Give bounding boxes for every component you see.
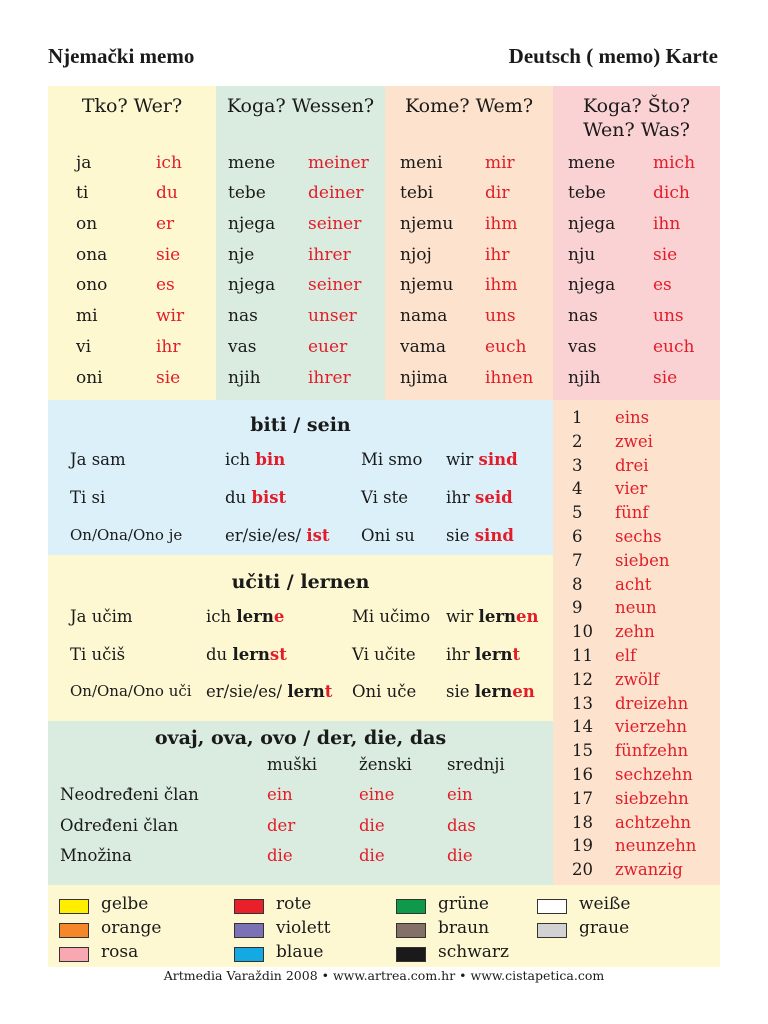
number-digit: 6: [572, 527, 583, 546]
lernen-ending: st: [269, 645, 287, 664]
color-swatch-gelbe: [59, 899, 89, 914]
case-title-line1: Tko? Wer?: [81, 95, 183, 117]
lernen-german: [206, 645, 287, 664]
pronoun-german: dich: [653, 183, 690, 203]
pronoun-croatian: on: [76, 214, 98, 234]
pronoun-croatian: mi: [76, 306, 98, 326]
pronoun-croatian: njih: [568, 368, 601, 388]
article-row-label: Neodređeni član: [60, 785, 199, 804]
articles-panel: [48, 721, 553, 885]
case-panel-4: [553, 86, 720, 400]
color-name: schwarz: [438, 942, 509, 962]
lernen-title: učiti / lernen: [231, 571, 370, 593]
case-panel-1: [48, 86, 216, 400]
case-title-line1: Koga? Što?: [582, 95, 691, 117]
pronoun-german: ihm: [485, 214, 518, 234]
color-name: graue: [579, 918, 630, 938]
pronoun-croatian: njega: [228, 275, 276, 295]
number-word: acht: [615, 574, 652, 594]
color-swatch-violett: [234, 923, 264, 938]
number-word: neun: [615, 598, 657, 618]
sein-pronoun: ich: [225, 450, 256, 469]
lernen-pronoun: du: [206, 645, 233, 664]
article-value: ein: [447, 785, 473, 804]
sein-pronoun: du: [225, 488, 252, 507]
color-name: blaue: [276, 942, 324, 962]
lernen-stem: lern: [236, 607, 274, 626]
color-name: weiße: [579, 894, 631, 914]
sein-pronoun: ihr: [446, 488, 476, 507]
color-swatch-orange: [59, 923, 89, 938]
pronoun-croatian: tebe: [568, 183, 606, 203]
number-word: eins: [615, 408, 650, 427]
sein-croatian: Ja sam: [70, 450, 126, 469]
number-word: dreizehn: [615, 693, 689, 713]
pronoun-german: du: [156, 183, 178, 203]
pronoun-croatian: njih: [228, 368, 261, 388]
sein-german: [225, 526, 330, 545]
pronoun-croatian: nas: [228, 306, 258, 326]
number-digit: 8: [572, 574, 583, 594]
lernen-croatian: Ja učim: [70, 607, 133, 626]
lernen-pronoun: wir: [446, 607, 479, 626]
pronoun-german: es: [156, 275, 175, 295]
pronoun-german: meiner: [308, 153, 369, 173]
lernen-croatian: Vi učite: [352, 645, 416, 664]
pronoun-croatian: nju: [568, 245, 596, 265]
case-title-line2: Wen? Was?: [583, 119, 690, 141]
article-value: die: [447, 846, 473, 865]
pronoun-german: ihr: [156, 337, 181, 357]
sein-pronoun: wir: [446, 450, 479, 469]
pronoun-german: euch: [485, 337, 527, 357]
sein-german: [446, 450, 518, 469]
color-name: braun: [438, 918, 490, 938]
pronoun-croatian: oni: [76, 368, 103, 388]
lernen-conjugation-panel: [48, 555, 553, 721]
number-word: elf: [615, 646, 637, 665]
pronoun-croatian: tebe: [228, 183, 266, 203]
color-name: grüne: [438, 894, 489, 914]
lernen-pronoun: sie: [446, 682, 475, 701]
pronoun-croatian: njega: [568, 275, 616, 295]
sein-verb: sind: [474, 526, 514, 545]
lernen-pronoun: er/sie/es/: [206, 682, 288, 701]
case-title-line1: Koga? Wessen?: [226, 95, 375, 117]
case-panel-3: [385, 86, 553, 400]
pronoun-croatian: vi: [76, 337, 92, 357]
pronoun-croatian: ona: [76, 245, 108, 265]
pronoun-german: seiner: [308, 275, 362, 295]
color-name: rote: [276, 894, 312, 914]
pronoun-croatian: vas: [568, 337, 597, 357]
pronoun-croatian: ti: [76, 183, 89, 203]
number-digit: 18: [572, 812, 593, 832]
pronoun-german: uns: [485, 306, 516, 326]
lernen-german: [206, 607, 284, 626]
sein-pronoun: er/sie/es/: [225, 526, 307, 545]
pronoun-croatian: mene: [568, 153, 616, 173]
lernen-stem: lern: [478, 607, 517, 626]
sein-german: [225, 488, 286, 507]
lernen-german: [206, 682, 332, 701]
lernen-german: [446, 607, 539, 626]
number-digit: 5: [572, 503, 583, 523]
article-row-label: Određeni član: [60, 816, 179, 835]
lernen-pronoun: ich: [206, 607, 237, 626]
number-word: zwanzig: [615, 860, 683, 880]
pronoun-german: es: [653, 275, 672, 295]
number-digit: 15: [572, 741, 593, 761]
pronoun-croatian: njega: [568, 214, 616, 234]
pronoun-german: unser: [308, 306, 357, 326]
pronoun-german: mir: [485, 153, 515, 173]
pronoun-german: wir: [156, 306, 185, 326]
number-digit: 14: [572, 717, 593, 737]
article-gender-header: srednji: [447, 755, 505, 774]
lernen-croatian: Oni uče: [352, 682, 417, 701]
lernen-stem: lern: [475, 645, 513, 664]
number-digit: 9: [572, 598, 583, 618]
title-left: Njemački memo: [48, 44, 195, 68]
pronoun-croatian: vama: [400, 337, 446, 357]
sein-german: [446, 488, 513, 507]
number-digit: 7: [572, 550, 583, 570]
lernen-german: [446, 645, 520, 664]
color-name: gelbe: [101, 894, 149, 914]
pronoun-croatian: mene: [228, 153, 276, 173]
pronoun-german: ihrer: [308, 245, 351, 265]
sein-verb: ist: [306, 526, 330, 545]
pronoun-german: sie: [653, 368, 678, 388]
color-swatch-braun: [396, 923, 426, 938]
sein-croatian: Oni su: [361, 526, 415, 545]
lernen-ending: t: [512, 645, 521, 664]
pronoun-german: euer: [308, 337, 348, 357]
number-digit: 3: [572, 455, 583, 475]
pronoun-german: uns: [653, 306, 684, 326]
sein-verb: bist: [251, 488, 287, 507]
number-word: neunzehn: [615, 836, 697, 856]
numbers-panel: [553, 400, 720, 885]
sein-pronoun: sie: [446, 526, 475, 545]
pronoun-german: sie: [156, 368, 181, 388]
number-word: vierzehn: [615, 717, 687, 737]
pronoun-croatian: njemu: [400, 275, 454, 295]
number-digit: 4: [572, 479, 583, 499]
pronoun-croatian: ono: [76, 275, 108, 295]
sein-verb: seid: [475, 488, 513, 507]
lernen-ending: t: [324, 682, 333, 701]
number-digit: 2: [572, 431, 583, 451]
article-value: eine: [359, 785, 395, 804]
sein-croatian: On/Ona/Ono je: [70, 526, 183, 544]
article-value: die: [359, 816, 385, 835]
sein-croatian: Vi ste: [361, 488, 409, 507]
pronoun-german: dir: [485, 183, 510, 203]
pronoun-german: er: [156, 214, 175, 234]
pronoun-german: ihn: [653, 214, 681, 234]
pronoun-croatian: ja: [76, 153, 92, 173]
pronoun-croatian: njima: [400, 368, 448, 388]
lernen-croatian: Ti učiš: [70, 645, 126, 664]
color-name: rosa: [101, 942, 139, 962]
lernen-pronoun: ihr: [446, 645, 476, 664]
color-swatch-blaue: [234, 947, 264, 962]
colors-panel: [48, 885, 720, 967]
number-digit: 13: [572, 693, 593, 713]
article-value: ein: [267, 785, 293, 804]
sein-german: [446, 526, 514, 545]
article-value: die: [267, 846, 293, 865]
color-name: orange: [101, 918, 162, 938]
pronoun-german: deiner: [308, 183, 364, 203]
number-word: fünf: [615, 503, 649, 523]
color-swatch-rote: [234, 899, 264, 914]
pronoun-german: sie: [653, 245, 678, 265]
lernen-croatian: Mi učimo: [352, 607, 431, 626]
pronoun-german: ihrer: [308, 368, 351, 388]
sein-conjugation-panel: [48, 400, 553, 555]
lernen-german: [446, 682, 535, 701]
pronoun-croatian: tebi: [400, 183, 434, 203]
pronoun-croatian: meni: [400, 153, 443, 173]
pronoun-german: ihnen: [485, 368, 534, 388]
article-gender-header: ženski: [359, 755, 412, 774]
sein-croatian: Mi smo: [361, 450, 423, 469]
color-swatch-rosa: [59, 947, 89, 962]
article-value: der: [267, 816, 296, 835]
sein-croatian: Ti si: [70, 488, 106, 507]
number-word: sechzehn: [615, 765, 693, 784]
lernen-ending: en: [516, 607, 539, 626]
pronoun-croatian: njemu: [400, 214, 454, 234]
pronoun-croatian: nas: [568, 306, 598, 326]
article-row-label: Množina: [60, 846, 132, 865]
color-swatch-schwarz: [396, 947, 426, 962]
number-word: zwölf: [615, 669, 660, 689]
number-word: achtzehn: [615, 812, 692, 832]
number-word: fünfzehn: [615, 741, 689, 761]
sein-verb: bin: [255, 450, 286, 469]
color-name: violett: [276, 918, 331, 938]
pronoun-german: ihm: [485, 275, 518, 295]
color-swatch-grüne: [396, 899, 426, 914]
lernen-stem: lern: [474, 682, 513, 701]
pronoun-croatian: vas: [228, 337, 257, 357]
pronoun-croatian: nje: [228, 245, 255, 265]
number-word: siebzehn: [615, 788, 689, 808]
color-swatch-graue: [537, 923, 567, 938]
pronoun-german: sie: [156, 245, 181, 265]
pronoun-german: ich: [156, 153, 182, 173]
number-digit: 20: [572, 860, 593, 880]
pronoun-german: ihr: [485, 245, 510, 265]
pronoun-croatian: njoj: [400, 245, 432, 265]
number-digit: 19: [572, 836, 593, 856]
article-value: das: [447, 816, 476, 835]
number-word: vier: [615, 479, 648, 499]
number-word: sieben: [615, 550, 670, 570]
lernen-stem: lern: [232, 645, 270, 664]
sein-verb: sind: [478, 450, 518, 469]
number-word: zwei: [615, 431, 653, 451]
lernen-ending: e: [273, 607, 285, 626]
color-swatch-weiße: [537, 899, 567, 914]
pronoun-german: mich: [653, 153, 696, 173]
lernen-croatian: On/Ona/Ono uči: [70, 682, 192, 700]
articles-title: ovaj, ova, ovo / der, die, das: [154, 727, 447, 749]
pronoun-german: euch: [653, 337, 695, 357]
case-panel-2: [216, 86, 385, 400]
lernen-stem: lern: [287, 682, 325, 701]
number-digit: 17: [572, 788, 593, 808]
sein-title: biti / sein: [250, 414, 351, 436]
case-title-line1: Kome? Wem?: [404, 95, 534, 117]
pronoun-croatian: nama: [400, 306, 448, 326]
footer-credits: Artmedia Varaždin 2008 • www.artrea.com.hr • www.cistapetica.com: [163, 968, 605, 983]
title-right: Deutsch ( memo) Karte: [508, 44, 718, 68]
article-gender-header: muški: [267, 755, 318, 774]
number-digit: 16: [572, 765, 593, 784]
number-word: sechs: [615, 527, 662, 546]
pronoun-german: seiner: [308, 214, 362, 234]
number-word: zehn: [615, 622, 655, 642]
number-digit: 1: [572, 408, 583, 427]
number-word: drei: [615, 455, 649, 475]
lernen-ending: en: [512, 682, 535, 701]
number-digit: 10: [572, 622, 593, 642]
pronoun-croatian: njega: [228, 214, 276, 234]
number-digit: 11: [572, 646, 593, 665]
sein-german: [225, 450, 285, 469]
number-digit: 12: [572, 669, 593, 689]
article-value: die: [359, 846, 385, 865]
